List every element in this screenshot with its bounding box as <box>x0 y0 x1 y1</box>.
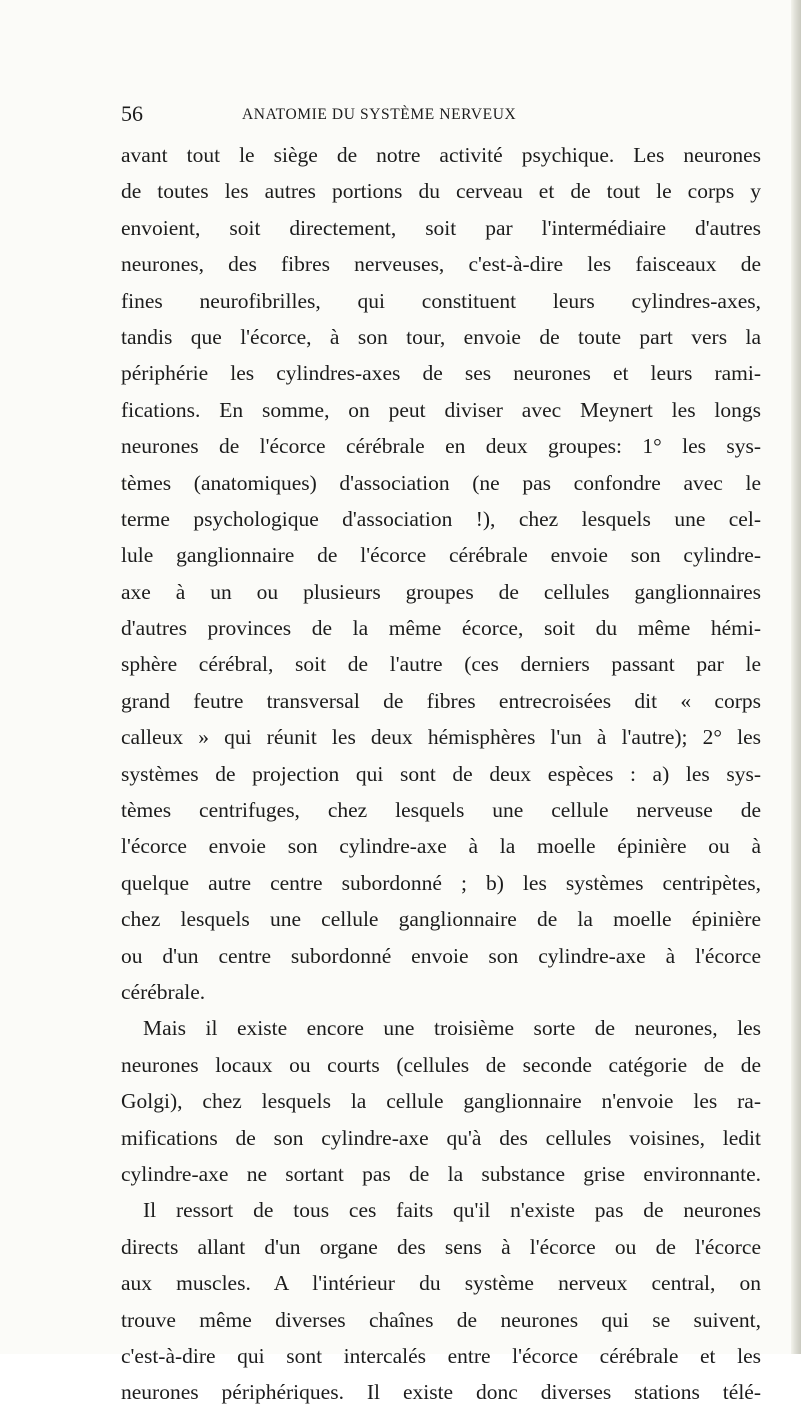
text-line: Mais il existe encore une troisième sorte de neurones, les <box>143 1016 761 1041</box>
text-line: fines neurofibrilles, qui constituent leurs cylindres-axes, <box>121 288 761 313</box>
text-line: envoient, soit directement, soit par l'intermédiaire d'autres <box>121 215 761 240</box>
text-line: calleux » qui réunit les deux hémisphères l'un à l'autre); 2° les <box>121 725 761 750</box>
text-line: tèmes centrifuges, chez lesquels une cellule nerveuse de <box>121 798 761 823</box>
page-edge-shadow <box>791 0 801 1354</box>
text-line: axe à un ou plusieurs groupes de cellules ganglionnaires <box>121 579 761 604</box>
text-line: tèmes (anatomiques) d'association (ne pas confondre avec le <box>121 470 761 495</box>
running-title: ANATOMIE DU SYSTÈME NERVEUX <box>242 106 517 123</box>
text-line: neurones, des fibres nerveuses, c'est-à-dire les faisceaux de <box>121 252 761 277</box>
text-line: c'est-à-dire qui sont intercalés entre l'écorce cérébrale et les <box>121 1343 761 1368</box>
body-text <box>121 137 761 1411</box>
text-line: Il ressort de tous ces faits qu'il n'existe pas de neurones <box>143 1198 761 1223</box>
text-line: d'autres provinces de la même écorce, soit du même hémi- <box>121 616 761 641</box>
text-line: trouve même diverses chaînes de neurones qui se suivent, <box>121 1307 761 1332</box>
text-line: grand feutre transversal de fibres entrecroisées dit « corps <box>121 688 761 713</box>
text-line: fications. En somme, on peut diviser avec Meynert les longs <box>121 397 761 422</box>
text-line: neurones périphériques. Il existe donc diverses stations télé- <box>121 1380 761 1405</box>
text-line: ou d'un centre subordonné envoie son cylindre-axe à l'écorce <box>121 943 761 968</box>
text-line: chez lesquels une cellule ganglionnaire de la moelle épinière <box>121 907 761 932</box>
text-line: terme psychologique d'association !), chez lesquels une cel- <box>121 506 761 531</box>
text-line: cérébrale. <box>121 979 206 1004</box>
text-line: neurones de l'écorce cérébrale en deux groupes: 1° les sys- <box>121 434 761 459</box>
page-number: 56 <box>121 101 143 126</box>
text-line: avant tout le siège de notre activité psychique. Les neurones <box>121 143 761 167</box>
page-header <box>121 100 761 128</box>
text-line: tandis que l'écorce, à son tour, envoie de toute part vers la <box>121 324 761 349</box>
text-line: périphérie les cylindres-axes de ses neurones et leurs rami- <box>121 361 761 386</box>
text-line: sphère cérébral, soit de l'autre (ces derniers passant par le <box>121 652 761 677</box>
text-line: lule ganglionnaire de l'écorce cérébrale envoie son cylindre- <box>121 543 761 568</box>
text-line: aux muscles. A l'intérieur du système nerveux central, on <box>121 1271 761 1296</box>
text-line: l'écorce envoie son cylindre-axe à la moelle épinière ou à <box>121 834 761 859</box>
text-line: Golgi), chez lesquels la cellule ganglionnaire n'envoie les ra- <box>121 1089 761 1114</box>
text-line: directs allant d'un organe des sens à l'écorce ou de l'écorce <box>121 1234 761 1259</box>
text-line: de toutes les autres portions du cerveau et de tout le corps y <box>121 179 761 204</box>
text-line: quelque autre centre subordonné ; b) les systèmes centripètes, <box>121 870 761 895</box>
text-line: neurones locaux ou courts (cellules de seconde catégorie de de <box>121 1052 761 1077</box>
text-line: cylindre-axe ne sortant pas de la substance grise environnante. <box>121 1161 761 1186</box>
text-line: mifications de son cylindre-axe qu'à des cellules voisines, ledit <box>121 1125 761 1150</box>
text-line: systèmes de projection qui sont de deux espèces : a) les sys- <box>121 761 761 786</box>
